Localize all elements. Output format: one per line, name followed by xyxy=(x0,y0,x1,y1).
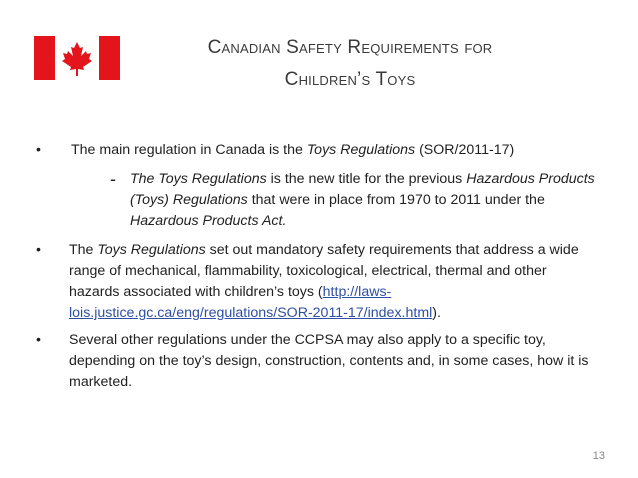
italic-run: Toys Regulations xyxy=(97,242,206,258)
italic-run: Hazardous Products (Toys) Regulations xyxy=(130,171,595,208)
bullet-icon: • xyxy=(36,332,41,348)
dash-icon: - xyxy=(110,169,116,189)
text-run: (SOR/2011-17) xyxy=(415,142,515,158)
italic-run: Hazardous Products Act. xyxy=(130,213,287,229)
regulations-link[interactable]: http://laws-lois.justice.gc.ca/eng/regulations/SOR-2011-17/index.html xyxy=(69,284,433,321)
page-number: 13 xyxy=(592,450,605,462)
italic-run: Toys Regulations xyxy=(306,142,416,158)
bullet-icon: • xyxy=(36,242,41,258)
sub-bullet-text xyxy=(130,169,600,232)
text-run: The xyxy=(69,242,98,258)
text-run: is the new title for the previous xyxy=(266,171,467,187)
slide-title xyxy=(118,32,582,96)
bullet-icon: • xyxy=(36,142,41,158)
italic-run: The Toys Regulations xyxy=(130,171,267,187)
text-run: The main regulation in Canada is the xyxy=(71,142,307,158)
title-line-2: Children’s Toys xyxy=(284,69,416,90)
bullet-text xyxy=(71,140,514,161)
text-run: ). xyxy=(432,305,441,321)
canada-flag-icon xyxy=(34,36,120,80)
title-line-1: Canadian Safety Requirements for xyxy=(207,37,493,58)
bullet-text xyxy=(69,240,594,324)
text-run: set out mandatory safety requirements that address a wide range of mechanical, flammability, toxicological, electrical, thermal and other hazards associated with children’s toys ( xyxy=(69,242,579,300)
bullet-text: Several other regulations under the CCPSA may also apply to a specific toy, depending on the toy’s design, construction, contents and, in some cases, how it is marketed. xyxy=(69,332,589,390)
text-run: that were in place from 1970 to 2011 under the xyxy=(247,192,545,208)
